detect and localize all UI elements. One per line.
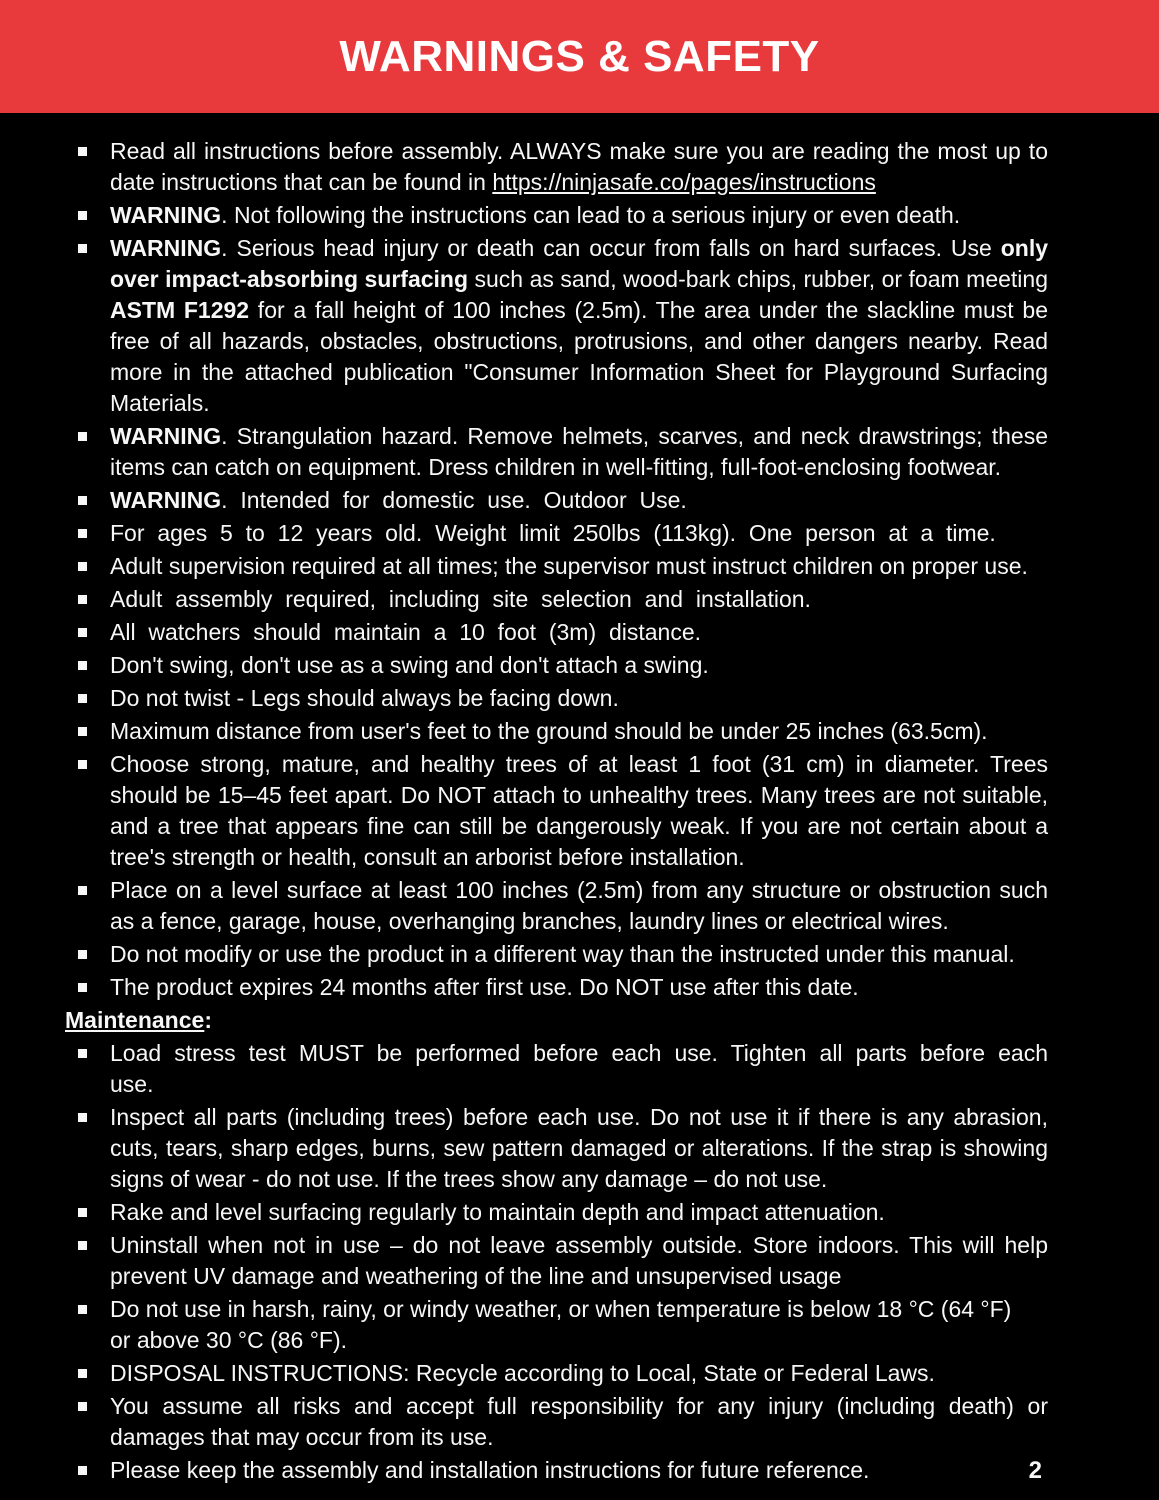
list-item-text — [110, 421, 1048, 483]
list-item — [65, 551, 1048, 582]
text-segment: : — [204, 1007, 212, 1033]
page-header-banner — [0, 0, 1159, 113]
bullet-square-icon — [65, 875, 110, 937]
text-segment: Don't swing, don't use as a swing and don't attach a swing. — [110, 652, 709, 678]
text-segment: Place on a level surface at least 100 inches (2.5m) from any structure or obstruction such as a fence, garage, house, overhanging branches, laundry lines or electrical wires. — [110, 877, 1048, 934]
bullet-square-icon — [65, 972, 110, 1003]
text-segment: or above 30 °C (86 °F). — [110, 1327, 347, 1353]
list-item — [65, 1197, 1048, 1228]
text-segment: . Intended for domestic use. Outdoor Use. — [221, 487, 687, 513]
text-segment: For ages 5 to 12 years old. Weight limit 250lbs (113kg). One person at a time. — [110, 520, 996, 546]
list-item-text — [110, 1455, 1048, 1486]
section-heading-text — [65, 1005, 1048, 1036]
text-segment: WARNING — [110, 202, 222, 228]
bullet-square-icon — [65, 233, 110, 419]
text-segment: Uninstall when not in use – do not leave assembly outside. Store indoors. This will help prevent UV damage and weathering of the line and unsupervised usage — [110, 1232, 1048, 1289]
list-item — [65, 136, 1048, 198]
list-item — [65, 485, 1048, 516]
text-segment: The product expires 24 months after first use. Do NOT use after this date. — [110, 974, 859, 1000]
page-title: WARNINGS & SAFETY — [339, 31, 820, 81]
list-item-text — [110, 749, 1048, 873]
bullet-square-icon — [65, 584, 110, 615]
text-segment: . Serious head injury or death can occur from falls on hard surfaces. Use — [221, 235, 1001, 261]
text-segment: Choose strong, mature, and healthy trees of at least 1 foot (31 cm) in diameter. Trees should be 15–45 feet apart. Do NOT attach to unhealthy trees. Many trees are not suitable, and a tree that appears fine can still be dangerously weak. If you are not certain about a tree's strength or health, consult an arborist before installation. — [110, 751, 1048, 870]
list-item-text — [110, 1294, 1048, 1356]
list-item — [65, 972, 1048, 1003]
list-item — [65, 1294, 1048, 1356]
text-segment: for a fall height of 100 inches (2.5m). The area under the slackline must be free of all hazards, obstacles, obstructions, protrusions, and other dangers nearby. Read more in the attached publication "Consumer Information Sheet for Playground Surfacing Materials. — [110, 297, 1048, 416]
text-segment: DISPOSAL INSTRUCTIONS: Recycle according to Local, State or Federal Laws. — [110, 1360, 935, 1386]
bullet-square-icon — [65, 1455, 110, 1486]
list-item-text — [110, 551, 1048, 582]
text-segment: ASTM F1292 — [110, 297, 250, 323]
text-segment: Read all instructions before assembly. ALWAYS make sure you are reading the most up to date instructions that can be found in — [110, 138, 1048, 195]
bullet-square-icon — [65, 518, 110, 549]
list-item-text — [110, 1197, 1048, 1228]
bullet-square-icon — [65, 136, 110, 198]
list-item — [65, 650, 1048, 681]
list-item — [65, 1358, 1048, 1389]
bullet-square-icon — [65, 617, 110, 648]
section-heading — [65, 1005, 1048, 1036]
list-item-text — [110, 1038, 1048, 1100]
bullet-square-icon — [65, 1038, 110, 1100]
text-segment: All watchers should maintain a 10 foot (3m) distance. — [110, 619, 702, 645]
bullet-square-icon — [65, 551, 110, 582]
list-item-text — [110, 233, 1048, 419]
bullet-square-icon — [65, 1102, 110, 1195]
list-item-text — [110, 716, 1048, 747]
list-item-text — [110, 972, 1048, 1003]
bullet-square-icon — [65, 939, 110, 970]
list-item — [65, 584, 1048, 615]
list-item — [65, 875, 1048, 937]
list-item-text — [110, 1391, 1048, 1453]
bullet-square-icon — [65, 421, 110, 483]
text-segment: Do not use in harsh, rainy, or windy weather, or when temperature is below 18 °C (64 °F) — [110, 1296, 1012, 1322]
list-item-text — [110, 1102, 1048, 1195]
bullet-square-icon — [65, 1230, 110, 1292]
list-item — [65, 749, 1048, 873]
bullet-square-icon — [65, 485, 110, 516]
list-item — [65, 1455, 1048, 1486]
text-segment: . Not following the instructions can lead to a serious injury or even death. — [221, 202, 961, 228]
list-item-text — [110, 617, 1048, 648]
list-item — [65, 939, 1048, 970]
list-item-text — [110, 584, 1048, 615]
list-item — [65, 1102, 1048, 1195]
list-item-text — [110, 939, 1048, 970]
bullet-square-icon — [65, 683, 110, 714]
text-segment: Inspect all parts (including trees) before each use. Do not use it if there is any abrasion, cuts, tears, sharp edges, burns, sew pattern damaged or alterations. If the strap is showing signs of wear - do not use. If the trees show any damage – do not use. — [110, 1104, 1048, 1192]
list-item — [65, 1038, 1048, 1100]
text-segment: Maintenance — [65, 1007, 205, 1033]
bullet-square-icon — [65, 1358, 110, 1389]
text-segment: Please keep the assembly and installation instructions for future reference. — [110, 1457, 870, 1483]
instructions-url-link[interactable]: https://ninjasafe.co/pages/instructions — [492, 169, 876, 195]
bullet-square-icon — [65, 749, 110, 873]
list-item — [65, 1391, 1048, 1453]
list-item — [65, 716, 1048, 747]
list-item — [65, 1230, 1048, 1292]
bullet-square-icon — [65, 200, 110, 231]
list-item-text — [110, 1230, 1048, 1292]
list-item — [65, 200, 1048, 231]
list-item-text — [110, 650, 1048, 681]
text-segment: WARNING — [110, 235, 222, 261]
bullet-square-icon — [65, 650, 110, 681]
text-segment: WARNING — [110, 423, 222, 449]
list-item-text — [110, 875, 1048, 937]
text-segment: . Strangulation hazard. Remove helmets, scarves, and neck drawstrings; these items can catch on equipment. Dress children in well-fitting, full-foot-enclosing footwear. — [110, 423, 1048, 480]
list-item — [65, 518, 1048, 549]
list-item — [65, 421, 1048, 483]
list-item — [65, 617, 1048, 648]
list-item-text — [110, 683, 1048, 714]
text-segment: Load stress test MUST be performed before each use. Tighten all parts before each use. — [110, 1040, 1048, 1097]
list-item-text — [110, 200, 1048, 231]
list-item-text — [110, 485, 1048, 516]
bullet-square-icon — [65, 1197, 110, 1228]
text-segment: WARNING — [110, 487, 222, 513]
text-segment: Do not modify or use the product in a different way than the instructed under this manual. — [110, 941, 1015, 967]
text-segment: Adult assembly required, including site selection and installation. — [110, 586, 811, 612]
list-item — [65, 683, 1048, 714]
text-segment: only over impact-absorbing surfacing — [110, 235, 1048, 292]
list-item-text — [110, 1358, 1048, 1389]
bullet-square-icon — [65, 716, 110, 747]
warnings-list — [0, 113, 1159, 1486]
text-segment: Adult supervision required at all times; the supervisor must instruct children on proper use. — [110, 553, 1028, 579]
bullet-square-icon — [65, 1294, 110, 1356]
bullet-square-icon — [65, 1391, 110, 1453]
text-segment: Maximum distance from user's feet to the ground should be under 25 inches (63.5cm). — [110, 718, 988, 744]
page-number: 2 — [1028, 1457, 1042, 1484]
list-item-text — [110, 136, 1048, 198]
text-segment: such as sand, wood-bark chips, rubber, or foam meeting — [468, 266, 1048, 292]
list-item — [65, 233, 1048, 419]
text-segment: Do not twist - Legs should always be facing down. — [110, 685, 619, 711]
text-segment: Rake and level surfacing regularly to maintain depth and impact attenuation. — [110, 1199, 885, 1225]
list-item-text — [110, 518, 1048, 549]
text-segment: You assume all risks and accept full responsibility for any injury (including death) or damages that may occur from its use. — [110, 1393, 1048, 1450]
